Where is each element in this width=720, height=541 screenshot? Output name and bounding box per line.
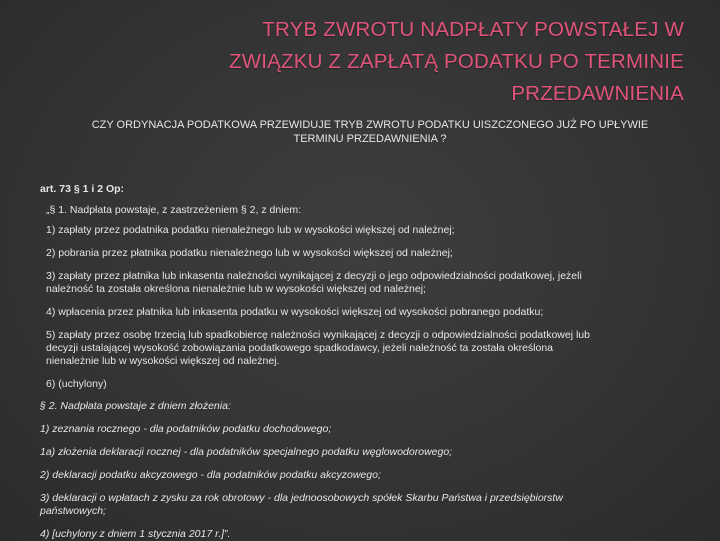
question-line: TERMINU PRZEDAWNIENIA ? xyxy=(293,133,447,145)
section1-item-3-line: 3) zapłaty przez płatnika lub inkasenta należności wynikającej z decyzji o jego odpowiedzialności podatkowej, jeżeli xyxy=(46,270,582,282)
section1-item-4: 4) wpłacenia przez płatnika lub inkasenta podatku w wysokości większej od wysokości pobranego podatku; xyxy=(46,306,544,318)
section1-item-5-line: decyzji ustalającej wysokość zobowiązania podatkowego spadkodawcy, jeżeli należność ta została określona xyxy=(46,342,554,354)
slide-title-line: TRYB ZWROTU NADPŁATY POWSTAŁEJ W xyxy=(262,18,684,41)
article-body xyxy=(40,183,702,541)
section2-item-1: 1) zeznania rocznego - dla podatników podatku dochodowego; xyxy=(40,423,332,435)
section1-item-3-line: należność ta została określona nienależnie lub w wysokości większej od należnej; xyxy=(46,283,426,295)
section2-item-4: 4) [uchylony z dniem 1 stycznia 2017 r.]”. xyxy=(40,528,231,540)
section2-item-3 xyxy=(40,492,702,518)
section2-intro: § 2. Nadpłata powstaje z dniem złożenia: xyxy=(40,400,231,412)
question-line: CZY ORDYNACJA PODATKOWA PRZEWIDUJE TRYB ZWROTU PODATKU UISZCZONEGO JUŻ PO UPŁYWIE xyxy=(91,119,649,131)
slide-title-line: PRZEDAWNIENIA xyxy=(511,82,684,105)
section2-item-3-line: 3) deklaracji o wpłatach z zysku za rok obrotowy - dla jednoosobowych spółek Skarbu Państwa i przedsiębiorstw xyxy=(40,492,563,504)
question-text xyxy=(60,118,680,146)
section2-item-1a: 1a) złożenia deklaracji rocznej - dla podatników specjalnego podatku węglowodorowego; xyxy=(40,446,453,458)
section2-item-2: 2) deklaracji podatku akcyzowego - dla podatników podatku akcyzowego; xyxy=(40,469,381,481)
section1-item-6: 6) (uchylony) xyxy=(46,378,107,390)
section1-item-2: 2) pobrania przez płatnika podatku nienależnego lub w wysokości większej od należnej; xyxy=(46,247,453,259)
section1-item-1: 1) zapłaty przez podatnika podatku nienależnego lub w wysokości większej od należnej; xyxy=(46,224,455,236)
section1-intro: „§ 1. Nadpłata powstaje, z zastrzeżeniem § 2, z dniem: xyxy=(46,204,302,216)
section1-item-5-line: nienależnie lub w wysokości większej od należnej. xyxy=(46,355,280,367)
section1-item-5-line: 5) zapłaty przez osobę trzecią lub spadkobiercę należności wynikającej z decyzji o odpowiedzialności podatkowej lub xyxy=(46,329,590,341)
section1-item-3 xyxy=(40,270,702,296)
section1-item-5 xyxy=(40,329,702,368)
section2-item-3-line: państwowych; xyxy=(40,505,106,517)
slide-title xyxy=(64,14,684,110)
slide-title-line: ZWIĄZKU Z ZAPŁATĄ PODATKU PO TERMINIE xyxy=(228,50,684,73)
article-heading: art. 73 § 1 i 2 Op: xyxy=(40,183,125,195)
